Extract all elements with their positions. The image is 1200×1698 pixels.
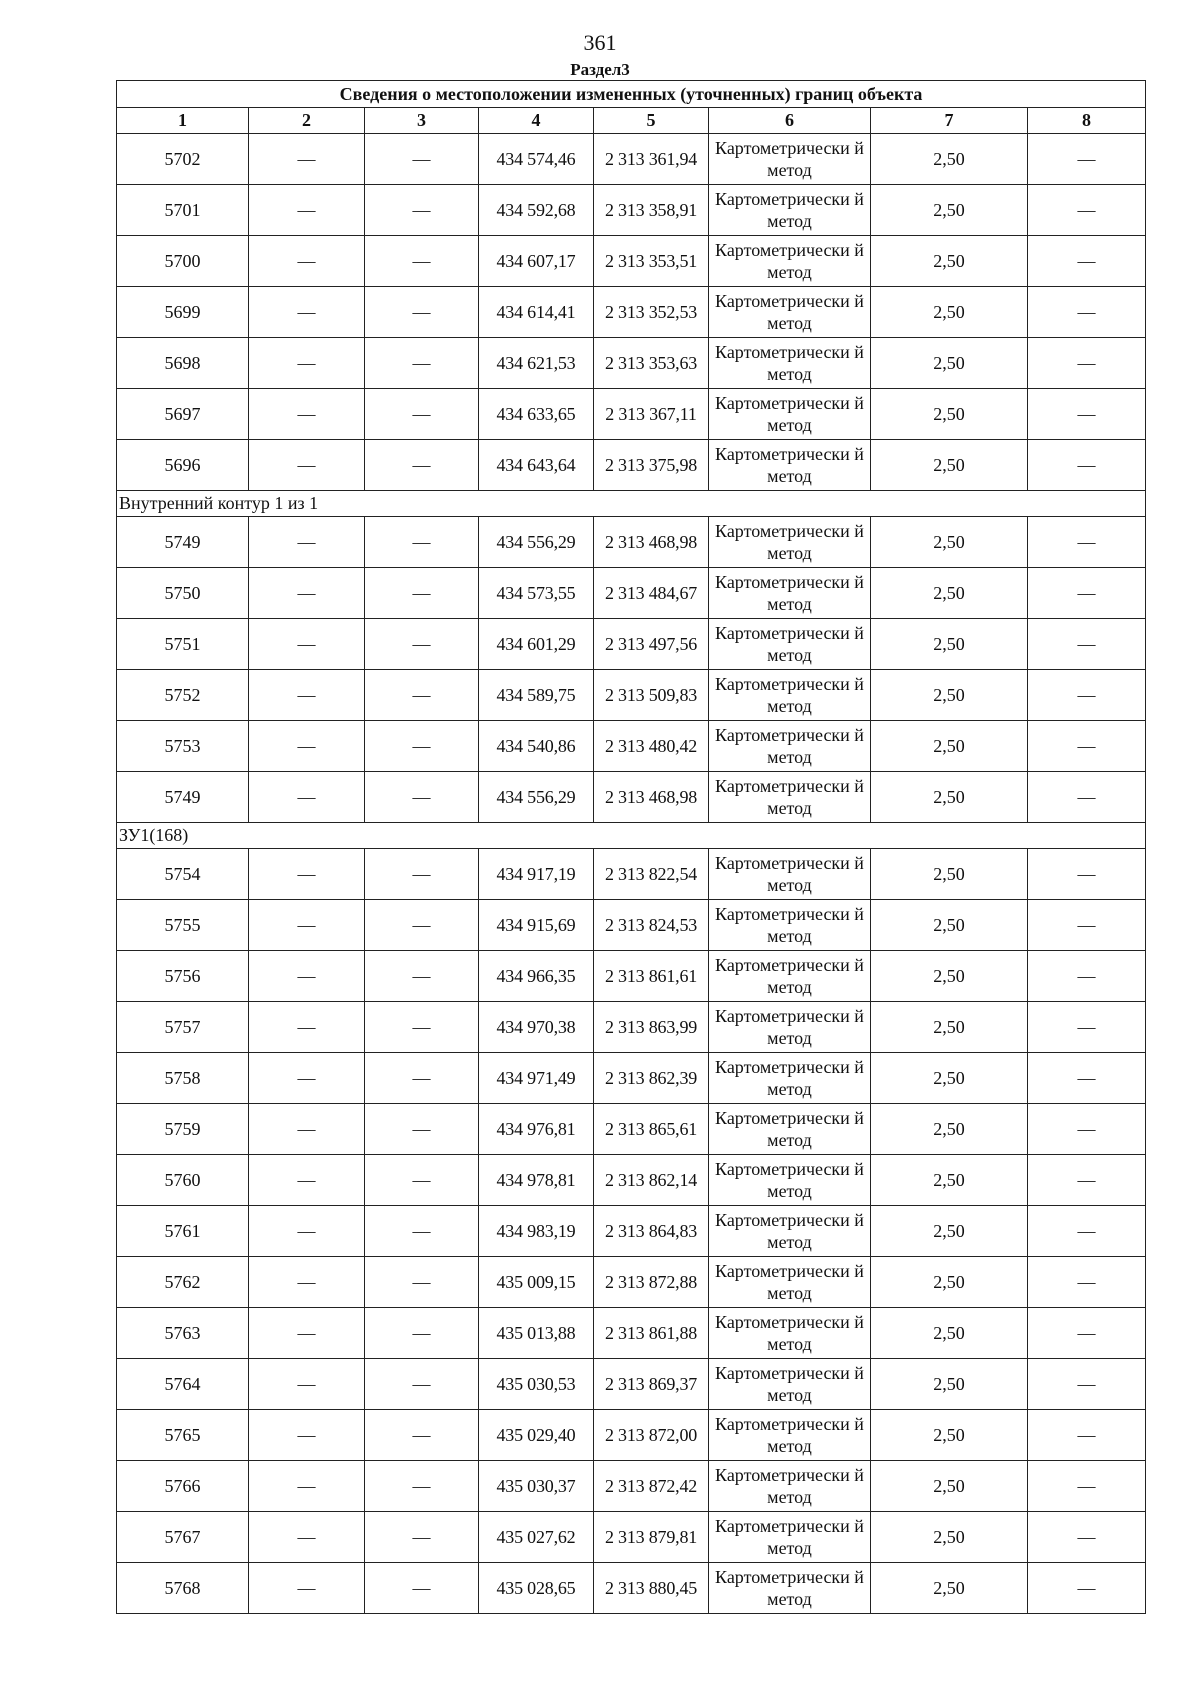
accuracy-cell: 2,50 xyxy=(871,1308,1028,1359)
column-2-cell: — xyxy=(249,951,365,1002)
y-coordinate-cell: 2 313 863,99 xyxy=(594,1002,709,1053)
table-row xyxy=(117,619,1146,670)
x-coordinate-cell: 434 556,29 xyxy=(479,772,594,823)
column-8-cell: — xyxy=(1028,134,1146,185)
column-2-cell: — xyxy=(249,185,365,236)
column-3-cell: — xyxy=(365,1359,479,1410)
y-coordinate-cell: 2 313 361,94 xyxy=(594,134,709,185)
point-number-cell: 5761 xyxy=(117,1206,249,1257)
column-8-cell: — xyxy=(1028,338,1146,389)
contour-group-row xyxy=(117,491,1146,517)
table-row xyxy=(117,670,1146,721)
column-2-cell: — xyxy=(249,236,365,287)
section-title: Раздел3 xyxy=(570,60,630,79)
y-coordinate-cell: 2 313 872,42 xyxy=(594,1461,709,1512)
method-cell: Картометрически й метод xyxy=(709,1002,871,1053)
column-2-cell: — xyxy=(249,440,365,491)
table-row xyxy=(117,568,1146,619)
column-2-cell: — xyxy=(249,517,365,568)
y-coordinate-cell: 2 313 862,39 xyxy=(594,1053,709,1104)
column-3-cell: — xyxy=(365,1053,479,1104)
table-row xyxy=(117,1461,1146,1512)
accuracy-cell: 2,50 xyxy=(871,236,1028,287)
column-2-cell: — xyxy=(249,1053,365,1104)
x-coordinate-cell: 434 556,29 xyxy=(479,517,594,568)
point-number-cell: 5763 xyxy=(117,1308,249,1359)
column-2-cell: — xyxy=(249,389,365,440)
y-coordinate-cell: 2 313 861,61 xyxy=(594,951,709,1002)
y-coordinate-cell: 2 313 862,14 xyxy=(594,1155,709,1206)
table-row xyxy=(117,1410,1146,1461)
accuracy-cell: 2,50 xyxy=(871,670,1028,721)
contour-group-row xyxy=(117,823,1146,849)
x-coordinate-cell: 434 978,81 xyxy=(479,1155,594,1206)
accuracy-cell: 2,50 xyxy=(871,134,1028,185)
column-number: 4 xyxy=(479,108,594,134)
column-3-cell: — xyxy=(365,134,479,185)
accuracy-cell: 2,50 xyxy=(871,338,1028,389)
accuracy-cell: 2,50 xyxy=(871,1206,1028,1257)
accuracy-cell: 2,50 xyxy=(871,849,1028,900)
method-cell: Картометрически й метод xyxy=(709,721,871,772)
column-2-cell: — xyxy=(249,670,365,721)
y-coordinate-cell: 2 313 468,98 xyxy=(594,517,709,568)
column-8-cell: — xyxy=(1028,389,1146,440)
method-cell: Картометрически й метод xyxy=(709,849,871,900)
column-8-cell: — xyxy=(1028,236,1146,287)
column-2-cell: — xyxy=(249,772,365,823)
table-row xyxy=(117,772,1146,823)
x-coordinate-cell: 434 621,53 xyxy=(479,338,594,389)
y-coordinate-cell: 2 313 352,53 xyxy=(594,287,709,338)
accuracy-cell: 2,50 xyxy=(871,1053,1028,1104)
table-row xyxy=(117,1155,1146,1206)
y-coordinate-cell: 2 313 869,37 xyxy=(594,1359,709,1410)
column-3-cell: — xyxy=(365,1104,479,1155)
table-caption-row xyxy=(117,81,1146,108)
y-coordinate-cell: 2 313 358,91 xyxy=(594,185,709,236)
accuracy-cell: 2,50 xyxy=(871,619,1028,670)
table-body xyxy=(117,134,1146,1614)
table-row xyxy=(117,185,1146,236)
boundary-coordinates-table xyxy=(116,80,1146,1614)
accuracy-cell: 2,50 xyxy=(871,900,1028,951)
accuracy-cell: 2,50 xyxy=(871,1461,1028,1512)
method-cell: Картометрически й метод xyxy=(709,1053,871,1104)
x-coordinate-cell: 434 574,46 xyxy=(479,134,594,185)
accuracy-cell: 2,50 xyxy=(871,1512,1028,1563)
table-row xyxy=(117,849,1146,900)
column-2-cell: — xyxy=(249,1257,365,1308)
column-8-cell: — xyxy=(1028,287,1146,338)
point-number-cell: 5767 xyxy=(117,1512,249,1563)
x-coordinate-cell: 435 030,53 xyxy=(479,1359,594,1410)
accuracy-cell: 2,50 xyxy=(871,1002,1028,1053)
point-number-cell: 5765 xyxy=(117,1410,249,1461)
method-cell: Картометрически й метод xyxy=(709,1308,871,1359)
column-2-cell: — xyxy=(249,1563,365,1614)
column-number: 6 xyxy=(709,108,871,134)
contour-group-label: Внутренний контур 1 из 1 xyxy=(117,491,1146,517)
table-row xyxy=(117,721,1146,772)
accuracy-cell: 2,50 xyxy=(871,721,1028,772)
y-coordinate-cell: 2 313 861,88 xyxy=(594,1308,709,1359)
point-number-cell: 5768 xyxy=(117,1563,249,1614)
column-3-cell: — xyxy=(365,1257,479,1308)
accuracy-cell: 2,50 xyxy=(871,568,1028,619)
y-coordinate-cell: 2 313 822,54 xyxy=(594,849,709,900)
column-3-cell: — xyxy=(365,236,479,287)
column-3-cell: — xyxy=(365,440,479,491)
method-cell: Картометрически й метод xyxy=(709,1512,871,1563)
y-coordinate-cell: 2 313 468,98 xyxy=(594,772,709,823)
point-number-cell: 5755 xyxy=(117,900,249,951)
x-coordinate-cell: 435 028,65 xyxy=(479,1563,594,1614)
table-row xyxy=(117,338,1146,389)
x-coordinate-cell: 434 607,17 xyxy=(479,236,594,287)
column-8-cell: — xyxy=(1028,670,1146,721)
column-3-cell: — xyxy=(365,951,479,1002)
column-8-cell: — xyxy=(1028,772,1146,823)
accuracy-cell: 2,50 xyxy=(871,185,1028,236)
x-coordinate-cell: 435 030,37 xyxy=(479,1461,594,1512)
column-3-cell: — xyxy=(365,1308,479,1359)
x-coordinate-cell: 434 573,55 xyxy=(479,568,594,619)
table-row xyxy=(117,1002,1146,1053)
method-cell: Картометрически й метод xyxy=(709,440,871,491)
accuracy-cell: 2,50 xyxy=(871,1155,1028,1206)
column-8-cell: — xyxy=(1028,1512,1146,1563)
y-coordinate-cell: 2 313 872,88 xyxy=(594,1257,709,1308)
point-number-cell: 5697 xyxy=(117,389,249,440)
x-coordinate-cell: 434 643,64 xyxy=(479,440,594,491)
column-8-cell: — xyxy=(1028,1410,1146,1461)
column-8-cell: — xyxy=(1028,951,1146,1002)
column-2-cell: — xyxy=(249,1410,365,1461)
column-2-cell: — xyxy=(249,1155,365,1206)
column-2-cell: — xyxy=(249,568,365,619)
point-number-cell: 5757 xyxy=(117,1002,249,1053)
column-3-cell: — xyxy=(365,670,479,721)
column-number: 7 xyxy=(871,108,1028,134)
accuracy-cell: 2,50 xyxy=(871,772,1028,823)
method-cell: Картометрически й метод xyxy=(709,287,871,338)
x-coordinate-cell: 434 983,19 xyxy=(479,1206,594,1257)
y-coordinate-cell: 2 313 480,42 xyxy=(594,721,709,772)
y-coordinate-cell: 2 313 864,83 xyxy=(594,1206,709,1257)
point-number-cell: 5701 xyxy=(117,185,249,236)
column-3-cell: — xyxy=(365,389,479,440)
x-coordinate-cell: 434 976,81 xyxy=(479,1104,594,1155)
method-cell: Картометрически й метод xyxy=(709,1461,871,1512)
point-number-cell: 5696 xyxy=(117,440,249,491)
column-number-row xyxy=(117,108,1146,134)
y-coordinate-cell: 2 313 880,45 xyxy=(594,1563,709,1614)
column-2-cell: — xyxy=(249,1461,365,1512)
method-cell: Картометрически й метод xyxy=(709,1563,871,1614)
point-number-cell: 5754 xyxy=(117,849,249,900)
y-coordinate-cell: 2 313 484,67 xyxy=(594,568,709,619)
y-coordinate-cell: 2 313 824,53 xyxy=(594,900,709,951)
method-cell: Картометрически й метод xyxy=(709,1410,871,1461)
column-8-cell: — xyxy=(1028,568,1146,619)
method-cell: Картометрически й метод xyxy=(709,338,871,389)
table-row xyxy=(117,134,1146,185)
point-number-cell: 5762 xyxy=(117,1257,249,1308)
column-3-cell: — xyxy=(365,1410,479,1461)
point-number-cell: 5760 xyxy=(117,1155,249,1206)
column-3-cell: — xyxy=(365,900,479,951)
method-cell: Картометрически й метод xyxy=(709,236,871,287)
accuracy-cell: 2,50 xyxy=(871,1359,1028,1410)
column-2-cell: — xyxy=(249,1512,365,1563)
x-coordinate-cell: 434 966,35 xyxy=(479,951,594,1002)
column-8-cell: — xyxy=(1028,1002,1146,1053)
x-coordinate-cell: 435 009,15 xyxy=(479,1257,594,1308)
column-8-cell: — xyxy=(1028,1257,1146,1308)
column-8-cell: — xyxy=(1028,1155,1146,1206)
x-coordinate-cell: 435 027,62 xyxy=(479,1512,594,1563)
table-row xyxy=(117,1563,1146,1614)
table-row xyxy=(117,287,1146,338)
column-2-cell: — xyxy=(249,721,365,772)
column-8-cell: — xyxy=(1028,1206,1146,1257)
y-coordinate-cell: 2 313 879,81 xyxy=(594,1512,709,1563)
column-3-cell: — xyxy=(365,1512,479,1563)
table-row xyxy=(117,389,1146,440)
method-cell: Картометрически й метод xyxy=(709,185,871,236)
method-cell: Картометрически й метод xyxy=(709,1206,871,1257)
method-cell: Картометрически й метод xyxy=(709,670,871,721)
column-2-cell: — xyxy=(249,1104,365,1155)
accuracy-cell: 2,50 xyxy=(871,517,1028,568)
column-2-cell: — xyxy=(249,134,365,185)
column-2-cell: — xyxy=(249,1002,365,1053)
method-cell: Картометрически й метод xyxy=(709,772,871,823)
accuracy-cell: 2,50 xyxy=(871,287,1028,338)
point-number-cell: 5700 xyxy=(117,236,249,287)
method-cell: Картометрически й метод xyxy=(709,568,871,619)
column-number: 1 xyxy=(117,108,249,134)
page-number: 361 xyxy=(583,30,617,55)
column-8-cell: — xyxy=(1028,1104,1146,1155)
column-2-cell: — xyxy=(249,287,365,338)
column-3-cell: — xyxy=(365,185,479,236)
column-8-cell: — xyxy=(1028,1359,1146,1410)
column-2-cell: — xyxy=(249,338,365,389)
table-row xyxy=(117,1104,1146,1155)
column-2-cell: — xyxy=(249,1206,365,1257)
column-number: 3 xyxy=(365,108,479,134)
column-2-cell: — xyxy=(249,849,365,900)
method-cell: Картометрически й метод xyxy=(709,389,871,440)
column-8-cell: — xyxy=(1028,849,1146,900)
y-coordinate-cell: 2 313 375,98 xyxy=(594,440,709,491)
table-row xyxy=(117,951,1146,1002)
x-coordinate-cell: 434 971,49 xyxy=(479,1053,594,1104)
column-3-cell: — xyxy=(365,1206,479,1257)
accuracy-cell: 2,50 xyxy=(871,1257,1028,1308)
accuracy-cell: 2,50 xyxy=(871,1410,1028,1461)
method-cell: Картометрически й метод xyxy=(709,900,871,951)
column-3-cell: — xyxy=(365,772,479,823)
y-coordinate-cell: 2 313 509,83 xyxy=(594,670,709,721)
column-3-cell: — xyxy=(365,1461,479,1512)
x-coordinate-cell: 434 540,86 xyxy=(479,721,594,772)
column-3-cell: — xyxy=(365,1563,479,1614)
table-row xyxy=(117,900,1146,951)
column-3-cell: — xyxy=(365,287,479,338)
method-cell: Картометрически й метод xyxy=(709,1359,871,1410)
point-number-cell: 5752 xyxy=(117,670,249,721)
point-number-cell: 5766 xyxy=(117,1461,249,1512)
table-row xyxy=(117,1257,1146,1308)
column-2-cell: — xyxy=(249,1359,365,1410)
column-2-cell: — xyxy=(249,900,365,951)
point-number-cell: 5758 xyxy=(117,1053,249,1104)
column-8-cell: — xyxy=(1028,721,1146,772)
column-3-cell: — xyxy=(365,568,479,619)
method-cell: Картометрически й метод xyxy=(709,1104,871,1155)
method-cell: Картометрически й метод xyxy=(709,619,871,670)
point-number-cell: 5764 xyxy=(117,1359,249,1410)
x-coordinate-cell: 434 633,65 xyxy=(479,389,594,440)
table-row xyxy=(117,1512,1146,1563)
x-coordinate-cell: 435 029,40 xyxy=(479,1410,594,1461)
column-8-cell: — xyxy=(1028,517,1146,568)
point-number-cell: 5750 xyxy=(117,568,249,619)
column-8-cell: — xyxy=(1028,1308,1146,1359)
column-number: 5 xyxy=(594,108,709,134)
x-coordinate-cell: 434 917,19 xyxy=(479,849,594,900)
table-row xyxy=(117,1359,1146,1410)
method-cell: Картометрически й метод xyxy=(709,1257,871,1308)
accuracy-cell: 2,50 xyxy=(871,1563,1028,1614)
column-3-cell: — xyxy=(365,338,479,389)
table-caption: Сведения о местоположении измененных (уточненных) границ объекта xyxy=(117,81,1146,108)
table-row xyxy=(117,236,1146,287)
method-cell: Картометрически й метод xyxy=(709,1155,871,1206)
point-number-cell: 5749 xyxy=(117,772,249,823)
column-8-cell: — xyxy=(1028,1053,1146,1104)
method-cell: Картометрически й метод xyxy=(709,134,871,185)
point-number-cell: 5702 xyxy=(117,134,249,185)
column-3-cell: — xyxy=(365,517,479,568)
table-row xyxy=(117,517,1146,568)
column-8-cell: — xyxy=(1028,900,1146,951)
column-8-cell: — xyxy=(1028,619,1146,670)
y-coordinate-cell: 2 313 497,56 xyxy=(594,619,709,670)
point-number-cell: 5751 xyxy=(117,619,249,670)
table-row xyxy=(117,1053,1146,1104)
x-coordinate-cell: 434 970,38 xyxy=(479,1002,594,1053)
column-3-cell: — xyxy=(365,849,479,900)
y-coordinate-cell: 2 313 872,00 xyxy=(594,1410,709,1461)
x-coordinate-cell: 434 614,41 xyxy=(479,287,594,338)
column-3-cell: — xyxy=(365,1155,479,1206)
method-cell: Картометрически й метод xyxy=(709,951,871,1002)
column-8-cell: — xyxy=(1028,185,1146,236)
accuracy-cell: 2,50 xyxy=(871,951,1028,1002)
contour-group-label: ЗУ1(168) xyxy=(117,823,1146,849)
table-row xyxy=(117,1206,1146,1257)
point-number-cell: 5699 xyxy=(117,287,249,338)
x-coordinate-cell: 434 589,75 xyxy=(479,670,594,721)
method-cell: Картометрически й метод xyxy=(709,517,871,568)
column-number: 8 xyxy=(1028,108,1146,134)
accuracy-cell: 2,50 xyxy=(871,389,1028,440)
column-2-cell: — xyxy=(249,1308,365,1359)
column-2-cell: — xyxy=(249,619,365,670)
table-row xyxy=(117,440,1146,491)
accuracy-cell: 2,50 xyxy=(871,1104,1028,1155)
y-coordinate-cell: 2 313 865,61 xyxy=(594,1104,709,1155)
point-number-cell: 5753 xyxy=(117,721,249,772)
point-number-cell: 5759 xyxy=(117,1104,249,1155)
column-8-cell: — xyxy=(1028,440,1146,491)
table-row xyxy=(117,1308,1146,1359)
column-8-cell: — xyxy=(1028,1563,1146,1614)
point-number-cell: 5749 xyxy=(117,517,249,568)
x-coordinate-cell: 434 915,69 xyxy=(479,900,594,951)
column-3-cell: — xyxy=(365,721,479,772)
column-8-cell: — xyxy=(1028,1461,1146,1512)
x-coordinate-cell: 434 601,29 xyxy=(479,619,594,670)
y-coordinate-cell: 2 313 367,11 xyxy=(594,389,709,440)
column-number: 2 xyxy=(249,108,365,134)
point-number-cell: 5756 xyxy=(117,951,249,1002)
x-coordinate-cell: 434 592,68 xyxy=(479,185,594,236)
x-coordinate-cell: 435 013,88 xyxy=(479,1308,594,1359)
point-number-cell: 5698 xyxy=(117,338,249,389)
y-coordinate-cell: 2 313 353,51 xyxy=(594,236,709,287)
column-3-cell: — xyxy=(365,1002,479,1053)
y-coordinate-cell: 2 313 353,63 xyxy=(594,338,709,389)
accuracy-cell: 2,50 xyxy=(871,440,1028,491)
column-3-cell: — xyxy=(365,619,479,670)
